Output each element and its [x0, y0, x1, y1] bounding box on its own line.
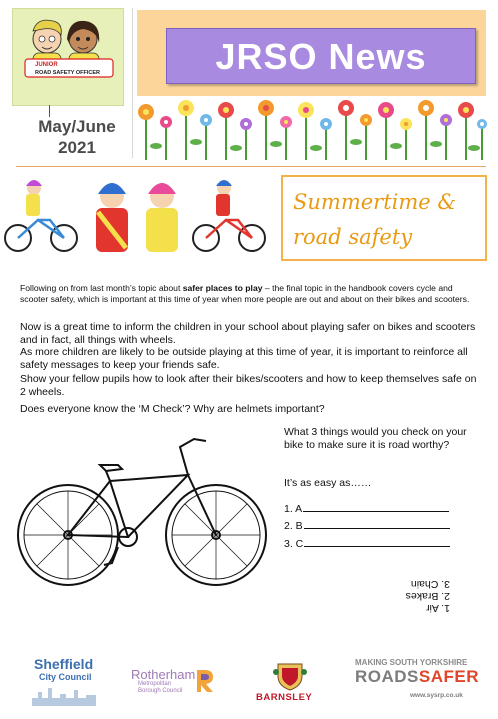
quiz-answer-line-c[interactable] — [284, 537, 450, 550]
barnsley-logo-name: BARNSLEY — [256, 692, 313, 703]
quiz-answer-line-b[interactable] — [284, 519, 450, 532]
jrso-logo — [12, 8, 124, 106]
paragraph-show-pupils: Show your fellow pupils how to look after their bikes/scooters and how to keep themselves safe on 2 wheels. — [20, 373, 477, 398]
issue-date — [22, 116, 132, 158]
sysrp-safer: SAFER — [418, 667, 480, 686]
intro-rest-text: – the final topic in the handbook covers cycle and scooter safety, which is important at this time of year when more people are out and about on their bikes and scooters. — [20, 283, 470, 304]
issue-month: May/June — [38, 117, 116, 136]
upside-down-answers — [386, 578, 450, 614]
quiz-label-c: 3. C — [284, 538, 304, 550]
quiz-answer-line-a[interactable] — [284, 502, 449, 515]
paragraph-inform: Now is a great time to inform the children in your school about playing safer on bikes and scooters and in fact, all things with wheels. — [20, 321, 476, 346]
sheffield-logo-name: Sheffield — [34, 656, 94, 672]
topic-title-line1: Summertime & — [293, 190, 457, 214]
quiz-intro: It’s as easy as…… — [284, 477, 372, 489]
rotherham-r-icon — [195, 668, 215, 694]
rotherham-sub-line2: Borough Council — [138, 688, 183, 694]
answer-1: 1. Air — [426, 602, 450, 614]
jrso-characters-illustration — [13, 9, 125, 107]
intro-text: Following on from last month’s topic about — [20, 283, 183, 293]
paragraph-reinforce: As more children are likely to be outside playing at this time of year, it is important to reinforce all safety messages to keep your friends safe. — [20, 346, 468, 371]
blank-line — [304, 519, 450, 529]
rotherham-logo-sub — [138, 681, 198, 695]
rotherham-sub-line1: Metropolitan — [138, 681, 172, 687]
bicycle-drawing — [10, 425, 272, 593]
blank-line — [304, 537, 450, 547]
answer-2: 2. Brakes — [405, 590, 450, 602]
quiz-label-b: 2. B — [284, 520, 303, 532]
sysrp-logo-name — [355, 667, 479, 687]
paragraph-m-check: Does everyone know the ‘M Check’? Why are helmets important? — [20, 403, 325, 415]
answer-3: 3. Chain — [410, 578, 450, 590]
section-divider — [16, 166, 486, 167]
topic-title — [293, 185, 483, 255]
logo-role-text: ROAD SAFETY OFFICER — [35, 70, 100, 76]
logo-mark-text: JUNIOR — [35, 62, 58, 68]
issue-year: 2021 — [58, 138, 96, 157]
blank-line — [303, 502, 449, 512]
title-banner — [166, 28, 476, 84]
rotherham-logo-name: Rotherham — [131, 667, 196, 682]
intro-paragraph — [20, 283, 480, 305]
quiz-label-a: 1. A — [284, 503, 303, 515]
sysrp-url[interactable]: www.sysrp.co.uk — [410, 692, 463, 699]
barnsley-crest-icon — [272, 660, 308, 692]
sysrp-tagline: MAKING SOUTH YORKSHIRE — [355, 658, 468, 667]
sheffield-skyline-icon — [32, 684, 96, 706]
topic-title-line2: road safety — [293, 225, 413, 249]
flower-border-illustration — [138, 98, 488, 164]
header-divider-vertical — [132, 8, 133, 158]
topic-box — [281, 175, 487, 261]
sysrp-roads: ROADS — [355, 667, 419, 686]
page-title: JRSO News — [215, 36, 427, 77]
quiz-question: What 3 things would you check on your bike to make sure it is road worthy? — [284, 426, 467, 451]
children-cycling-illustration — [0, 172, 272, 256]
sheffield-logo-sub: City Council — [39, 672, 92, 682]
intro-bold-text: safer places to play — [182, 283, 263, 293]
